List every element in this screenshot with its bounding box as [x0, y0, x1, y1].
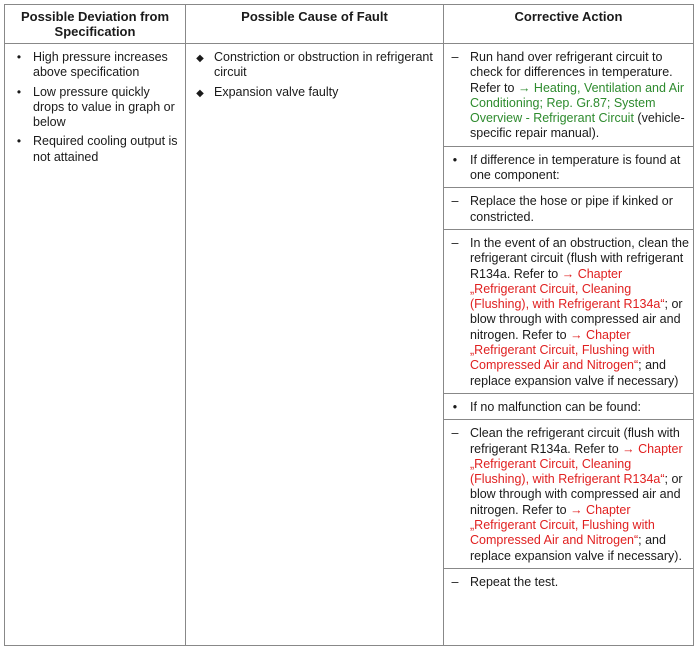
action-text: ; and replace expansion valve if necessary). — [470, 533, 682, 563]
cause-text: Constriction or obstruction in refrigerant circuit — [214, 50, 433, 80]
action-text: (vehicle-specific repair manual). — [470, 111, 685, 141]
list-item — [190, 50, 439, 81]
header-cause: Possible Cause of Fault — [186, 5, 444, 44]
diamond-icon: ◆ — [196, 53, 204, 64]
repair-manual-link[interactable]: → Heating, Ventilation and Air Conditioning; Rep. Gr.87; System Overview - Refrigerant Circuit — [470, 80, 685, 126]
list-item — [9, 85, 181, 131]
bullet-icon: • — [452, 399, 458, 414]
cause-text: Expansion valve faulty — [214, 84, 339, 99]
deviation-cell — [5, 44, 186, 646]
action-step — [444, 147, 693, 189]
flushing-chapter-link[interactable]: → Chapter „Refrigerant Circuit, Flushing with Compressed Air and Nitrogen“ — [470, 327, 655, 373]
action-text: If difference in temperature is found at one component: — [470, 152, 681, 183]
list-item — [9, 50, 181, 81]
action-step — [444, 44, 693, 147]
cleaning-chapter-link[interactable]: → Chapter „Refrigerant Circuit, Cleaning (Flushing), with Refrigerant R134a“ — [470, 266, 665, 312]
deviation-list — [5, 44, 185, 173]
deviation-text: Required cooling output is not attained — [33, 134, 178, 164]
header-action: Corrective Action — [444, 5, 694, 44]
action-text: ; or blow through with compressed air and nitrogen. Refer to — [470, 297, 683, 342]
action-step — [444, 420, 693, 569]
action-text: Repeat the test. — [470, 574, 559, 589]
action-text: ; and replace expansion valve if necessary) — [470, 358, 679, 388]
action-text: Clean the refrigerant circuit (flush with refrigerant R134a. Refer to — [470, 426, 680, 456]
action-text: ; or blow through with compressed air and nitrogen. Refer to — [470, 472, 683, 517]
action-step — [444, 230, 693, 394]
cleaning-chapter-link[interactable]: → Chapter „Refrigerant Circuit, Cleaning (Flushing), with Refrigerant R134a“ — [470, 441, 683, 487]
dash-icon: – — [451, 235, 459, 250]
bullet-icon: • — [452, 152, 458, 167]
list-item — [9, 134, 181, 165]
list-item — [190, 85, 439, 100]
header-row — [5, 5, 694, 44]
action-text: In the event of an obstruction, clean the refrigerant circuit (flush with refrigerant R134a. Refer to — [470, 235, 689, 281]
action-text: Replace the hose or pipe if kinked or constricted. — [470, 194, 673, 224]
action-step — [444, 569, 693, 594]
fault-table — [4, 4, 694, 646]
action-text: Run hand over refrigerant circuit to check for differences in temperature. Refer to — [470, 50, 673, 95]
dash-icon: – — [451, 574, 459, 589]
action-list — [444, 44, 693, 594]
action-cell — [444, 44, 694, 646]
diamond-icon: ◆ — [196, 87, 204, 99]
bullet-icon: • — [16, 84, 22, 99]
cause-cell — [186, 44, 444, 646]
dash-icon: – — [451, 426, 459, 441]
flushing-chapter-link[interactable]: → Chapter „Refrigerant Circuit, Flushing with Compressed Air and Nitrogen“ — [470, 502, 655, 548]
header-deviation: Possible Deviation from Specification — [5, 5, 186, 44]
cause-list — [186, 44, 443, 108]
bullet-icon: • — [16, 50, 22, 64]
deviation-text: Low pressure quickly drops to value in graph or below — [33, 84, 175, 130]
table-row — [5, 44, 694, 646]
deviation-text: High pressure increases above specification — [33, 50, 168, 80]
dash-icon: – — [451, 194, 459, 209]
action-text: If no malfunction can be found: — [470, 399, 641, 414]
action-step — [444, 188, 693, 230]
action-step — [444, 394, 693, 420]
dash-icon: – — [451, 50, 459, 64]
bullet-icon: • — [16, 134, 22, 149]
